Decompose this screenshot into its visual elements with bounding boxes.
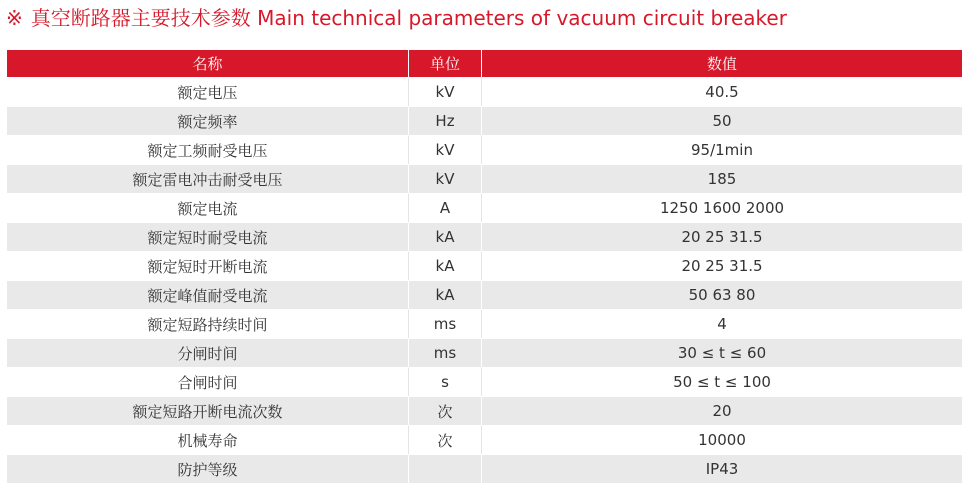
parameters-table — [7, 50, 962, 483]
param-unit: Hz — [409, 106, 482, 135]
param-name: 额定短路持续时间 — [7, 309, 409, 338]
table-row — [7, 367, 962, 396]
reference-mark-icon: ※ — [6, 6, 23, 30]
param-name: 额定短时耐受电流 — [7, 222, 409, 251]
table-row — [7, 135, 962, 164]
table-row — [7, 425, 962, 454]
param-unit: ms — [409, 309, 482, 338]
param-value: 20 25 31.5 — [482, 251, 962, 280]
param-unit: A — [409, 193, 482, 222]
param-value: 40.5 — [482, 77, 962, 106]
param-name: 额定短时开断电流 — [7, 251, 409, 280]
param-name: 额定短路开断电流次数 — [7, 396, 409, 425]
table-row — [7, 222, 962, 251]
param-unit — [409, 454, 482, 483]
param-value: 10000 — [482, 425, 962, 454]
param-name: 机械寿命 — [7, 425, 409, 454]
table-header-row — [7, 50, 962, 77]
param-value: 95/1min — [482, 135, 962, 164]
param-name: 额定工频耐受电压 — [7, 135, 409, 164]
table-row — [7, 396, 962, 425]
param-unit: kA — [409, 251, 482, 280]
param-unit: kA — [409, 222, 482, 251]
table-row — [7, 309, 962, 338]
param-unit: s — [409, 367, 482, 396]
param-value: 185 — [482, 164, 962, 193]
param-unit: kV — [409, 77, 482, 106]
table-row — [7, 454, 962, 483]
column-header-value: 数值 — [482, 50, 962, 77]
table-row — [7, 251, 962, 280]
param-value: 50 — [482, 106, 962, 135]
param-value: IP43 — [482, 454, 962, 483]
param-name: 额定电流 — [7, 193, 409, 222]
column-header-unit: 单位 — [409, 50, 482, 77]
param-name: 额定电压 — [7, 77, 409, 106]
param-value: 50 ≤ t ≤ 100 — [482, 367, 962, 396]
param-unit: kA — [409, 280, 482, 309]
param-name: 防护等级 — [7, 454, 409, 483]
param-unit: 次 — [409, 425, 482, 454]
param-name: 额定频率 — [7, 106, 409, 135]
param-unit: kV — [409, 135, 482, 164]
param-value: 50 63 80 — [482, 280, 962, 309]
param-value: 1250 1600 2000 — [482, 193, 962, 222]
table-row — [7, 193, 962, 222]
table-row — [7, 77, 962, 106]
page-title — [6, 3, 787, 33]
page-title-text: 真空断路器主要技术参数 Main technical parameters of vacuum circuit breaker — [30, 6, 787, 30]
param-unit: kV — [409, 164, 482, 193]
param-unit: ms — [409, 338, 482, 367]
param-value: 30 ≤ t ≤ 60 — [482, 338, 962, 367]
param-name: 额定峰值耐受电流 — [7, 280, 409, 309]
table-row — [7, 106, 962, 135]
column-header-name: 名称 — [7, 50, 409, 77]
param-value: 20 — [482, 396, 962, 425]
table-row — [7, 164, 962, 193]
table-row — [7, 338, 962, 367]
param-value: 20 25 31.5 — [482, 222, 962, 251]
param-value: 4 — [482, 309, 962, 338]
table-row — [7, 280, 962, 309]
param-name: 合闸时间 — [7, 367, 409, 396]
param-name: 额定雷电冲击耐受电压 — [7, 164, 409, 193]
param-unit: 次 — [409, 396, 482, 425]
param-name: 分闸时间 — [7, 338, 409, 367]
